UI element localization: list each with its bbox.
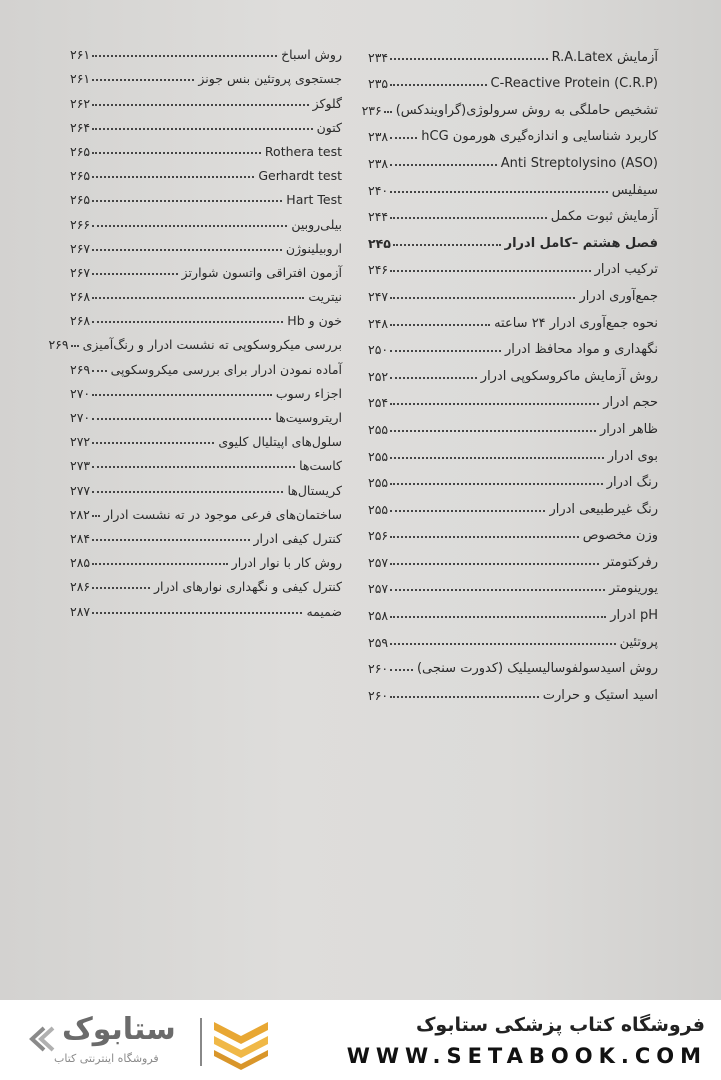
toc-entry-title: روش اسیدسولفوسالیسیلیک (کدورت سنجی) bbox=[416, 661, 658, 677]
dot-leader bbox=[390, 563, 599, 565]
toc-entry-title: آزمایش R.A.Latex bbox=[551, 49, 658, 65]
toc-entry-page: ۲۶۰ bbox=[368, 687, 389, 703]
toc-entry-title: جستجوی پروتئین بنس جونز bbox=[198, 71, 342, 87]
dot-leader bbox=[390, 536, 579, 538]
toc-entry bbox=[368, 304, 658, 331]
toc-entry-page: ۲۶۷ bbox=[70, 264, 91, 280]
dot-leader bbox=[390, 84, 486, 86]
dot-leader bbox=[92, 466, 295, 468]
toc-entry-title: pH ادرار bbox=[610, 608, 658, 624]
dot-leader bbox=[92, 418, 271, 420]
dot-leader bbox=[92, 273, 178, 275]
toc-entry-page: ۲۶۹ bbox=[48, 337, 69, 353]
toc-entry-page: ۲۵۷ bbox=[368, 581, 389, 597]
toc-entry bbox=[70, 38, 342, 62]
toc-entry-title: خون و Hb bbox=[287, 313, 342, 329]
toc-entry-page: ۲۴۸ bbox=[368, 315, 389, 331]
toc-entry-page: ۲۸۶ bbox=[70, 579, 91, 595]
toc-entry bbox=[368, 410, 658, 437]
toc-entry-title: تشخیص حاملگی به روش سرولوژی(گراویندکس) bbox=[395, 102, 658, 118]
toc-entry bbox=[368, 464, 658, 491]
toc-entry-page: ۲۵۸ bbox=[368, 608, 389, 624]
toc-entry-title: روش اسباخ bbox=[281, 47, 342, 63]
toc-entry-title: آزمایش ثبوت مکمل bbox=[550, 209, 658, 225]
toc-entry-page: ۲۷۰ bbox=[70, 410, 91, 425]
toc-entry bbox=[368, 224, 658, 251]
dot-leader bbox=[390, 510, 545, 512]
store-name: فروشگاه کتاب پزشکی ستابوک bbox=[415, 1014, 705, 1036]
dot-leader bbox=[92, 249, 282, 251]
toc-entry-title: Rothera test bbox=[264, 143, 342, 159]
toc-entry-title: Anti Streptolysino (ASO) bbox=[500, 155, 658, 171]
book-emblem-icon bbox=[210, 1014, 272, 1070]
toc-entry-title: اجزاء رسوب bbox=[275, 385, 342, 401]
toc-entry bbox=[70, 546, 342, 570]
toc-entry-page: ۲۶۵ bbox=[70, 168, 91, 184]
toc-entry bbox=[70, 183, 342, 207]
toc-entry-title: حجم ادرار bbox=[603, 395, 658, 411]
toc-entry-page: ۲۶۷ bbox=[70, 240, 91, 256]
dot-leader bbox=[390, 350, 501, 352]
toc-entry-title: پروتئین bbox=[619, 634, 658, 650]
toc-entry-title: رفرکتومتر bbox=[603, 554, 658, 570]
dot-leader bbox=[92, 515, 100, 517]
toc-entry bbox=[70, 401, 342, 425]
toc-entry bbox=[70, 498, 342, 522]
dot-leader bbox=[390, 324, 490, 326]
toc-entry-page: ۲۷۰ bbox=[70, 385, 91, 401]
toc-entry bbox=[70, 86, 342, 110]
toc-entry-page: ۲۵۵ bbox=[368, 501, 389, 517]
toc-entry bbox=[48, 328, 342, 353]
dot-leader bbox=[390, 164, 497, 166]
dot-leader bbox=[390, 669, 413, 671]
dot-leader bbox=[92, 297, 304, 299]
dot-leader bbox=[390, 696, 539, 698]
toc-entry-page: ۲۷۷ bbox=[70, 482, 91, 498]
toc-entry-page: ۲۳۶ bbox=[361, 102, 382, 118]
toc-entry bbox=[368, 65, 658, 92]
toc-entry bbox=[368, 623, 658, 650]
toc-entry-title: Gerhardt test bbox=[258, 168, 342, 184]
dot-leader bbox=[92, 104, 308, 106]
toc-entry-title: بررسی میکروسکوپی ته نشست ادرار و رنگ‌آمیزی bbox=[82, 337, 342, 353]
dot-leader bbox=[92, 200, 282, 202]
toc-entry-title: آماده نمودن ادرار برای بررسی میکروسکوپی bbox=[110, 361, 342, 377]
toc-entry bbox=[70, 304, 342, 328]
toc-entry-title: یورینومتر bbox=[609, 581, 658, 597]
toc-entry-title: ضمیمه bbox=[306, 603, 342, 619]
toc-entry bbox=[368, 331, 658, 358]
toc-entry bbox=[70, 256, 342, 280]
toc-entry bbox=[361, 91, 658, 118]
toc-entry-page: ۲۵۵ bbox=[368, 421, 389, 437]
dot-leader bbox=[390, 430, 596, 432]
toc-entry bbox=[368, 118, 658, 145]
toc-entry-title: جمع‌آوری ادرار bbox=[579, 288, 658, 304]
toc-entry-title: ساختمان‌های فرعی موجود در ته نشست ادرار bbox=[103, 506, 342, 522]
toc-entry bbox=[70, 135, 342, 159]
toc-entry-title: کاست‌ها bbox=[299, 458, 342, 474]
store-footer bbox=[0, 1000, 721, 1080]
toc-entry-page: ۲۶۵ bbox=[70, 192, 91, 208]
dot-leader bbox=[92, 79, 194, 81]
toc-entry-title: بوی ادرار bbox=[607, 448, 658, 464]
toc-entry bbox=[70, 594, 342, 618]
toc-entry-page: ۲۶۲ bbox=[70, 95, 91, 111]
dot-leader bbox=[92, 587, 150, 589]
toc-entry-title: فصل هشتم –کامل ادرار bbox=[504, 235, 658, 251]
toc-entry-page: ۲۴۰ bbox=[368, 182, 389, 198]
toc-entry bbox=[368, 38, 658, 65]
setabook-logo[interactable] bbox=[14, 1010, 194, 1070]
toc-entry-page: ۲۶۰ bbox=[368, 661, 389, 677]
toc-entry bbox=[70, 232, 342, 256]
dot-leader bbox=[92, 128, 312, 130]
toc-entry-title: بیلی‌روبین bbox=[291, 216, 342, 232]
toc-entry bbox=[368, 676, 658, 703]
dot-leader bbox=[92, 370, 106, 372]
dot-leader bbox=[92, 55, 277, 57]
dot-leader bbox=[390, 403, 599, 405]
toc-entry-title: رنگ غیرطبیعی ادرار bbox=[549, 501, 658, 517]
dot-leader bbox=[390, 191, 608, 193]
toc-entry-page: ۲۶۸ bbox=[70, 313, 91, 329]
logo-text: ستابوک bbox=[62, 1012, 176, 1047]
toc-entry-title: Hart Test bbox=[286, 192, 342, 208]
toc-entry-title: کنترل کیفی و نگهداری نوارهای ادرار bbox=[153, 579, 342, 595]
toc-entry bbox=[368, 251, 658, 278]
toc-entry bbox=[70, 449, 342, 473]
dot-leader bbox=[384, 111, 392, 113]
toc-entry-title: نیتریت bbox=[308, 289, 342, 305]
toc-entry bbox=[70, 111, 342, 135]
dot-leader bbox=[92, 176, 254, 178]
toc-entry-page: ۲۵۴ bbox=[368, 395, 389, 411]
toc-entry-page: ۲۵۶ bbox=[368, 528, 389, 544]
toc-left-column bbox=[48, 38, 342, 619]
dot-leader bbox=[92, 612, 302, 614]
toc-entry-title: روش کار با نوار ادرار bbox=[231, 555, 342, 571]
dot-leader bbox=[92, 442, 214, 444]
toc-entry-title: سیفلیس bbox=[611, 182, 658, 198]
dot-leader bbox=[390, 589, 605, 591]
toc-entry-title: نگهداری و مواد محافظ ادرار bbox=[504, 342, 658, 358]
toc-entry-title: کاربرد شناسایی و اندازه‌گیری هورمون hCG bbox=[421, 129, 658, 145]
toc-entry bbox=[368, 650, 658, 677]
dot-leader bbox=[92, 491, 283, 493]
toc-entry bbox=[70, 522, 342, 546]
toc-entry-page: ۲۶۱ bbox=[70, 47, 91, 63]
toc-entry bbox=[70, 473, 342, 497]
toc-entry-page: ۲۴۵ bbox=[368, 235, 391, 251]
toc-entry-page: ۲۷۲ bbox=[70, 434, 91, 450]
toc-entry bbox=[70, 280, 342, 304]
toc-entry bbox=[368, 384, 658, 411]
dot-leader bbox=[390, 377, 477, 379]
dot-leader bbox=[92, 539, 249, 541]
toc-entry-page: ۲۵۵ bbox=[368, 448, 389, 464]
dot-leader bbox=[92, 394, 272, 396]
dot-leader bbox=[390, 217, 547, 219]
toc-entry-title: آزمون افتراقی واتسون شوارتز bbox=[181, 264, 342, 280]
toc-entry-page: ۲۶۹ bbox=[70, 361, 91, 377]
toc-entry-page: ۲۵۷ bbox=[368, 554, 389, 570]
dot-leader bbox=[390, 483, 603, 485]
toc-entry-page: ۲۵۰ bbox=[368, 342, 389, 358]
toc-entry-title: وزن مخصوص bbox=[582, 528, 658, 544]
toc-entry bbox=[368, 198, 658, 225]
toc-entry bbox=[70, 377, 342, 401]
dot-leader bbox=[393, 244, 501, 246]
toc-entry-page: ۲۵۲ bbox=[368, 368, 389, 384]
toc-entry-page: ۲۶۴ bbox=[70, 119, 91, 135]
toc-entry-page: ۲۸۷ bbox=[70, 603, 91, 619]
toc-entry-page: ۲۳۸ bbox=[368, 155, 389, 171]
toc-entry-title: سلول‌های اپیتلیال کلیوی bbox=[218, 434, 342, 450]
toc-entry-page: ۲۸۵ bbox=[70, 555, 91, 571]
dot-leader bbox=[92, 152, 261, 154]
toc-entry-title: نحوه جمع‌آوری ادرار ۲۴ ساعته bbox=[494, 315, 658, 331]
toc-entry-page: ۲۴۴ bbox=[368, 209, 389, 225]
toc-entry-page: ۲۴۶ bbox=[368, 262, 389, 278]
toc-entry bbox=[70, 159, 342, 183]
toc-entry-page: ۲۶۱ bbox=[70, 71, 91, 87]
toc-entry-page: ۲۸۲ bbox=[69, 506, 90, 522]
dot-leader bbox=[390, 297, 575, 299]
dot-leader bbox=[92, 563, 228, 565]
toc-entry-title: C-Reactive Protein (C.R.P) bbox=[490, 76, 658, 92]
toc-entry-title: اروبیلینوژن bbox=[285, 240, 342, 256]
dot-leader bbox=[92, 321, 283, 323]
dot-leader bbox=[390, 137, 417, 139]
dot-leader bbox=[71, 345, 79, 347]
toc-entry-page: ۲۷۳ bbox=[70, 458, 91, 474]
toc-entry bbox=[368, 277, 658, 304]
toc-entry bbox=[368, 570, 658, 597]
toc-entry-title: گلوکز bbox=[312, 95, 342, 111]
toc-entry-title: کتون bbox=[316, 119, 342, 135]
toc-entry-page: ۲۵۹ bbox=[368, 634, 389, 650]
toc-entry-page: ۲۸۴ bbox=[70, 530, 91, 546]
toc-entry-page: ۲۳۴ bbox=[368, 49, 389, 65]
dot-leader bbox=[390, 643, 615, 645]
toc-entry-title: روش آزمایش ماکروسکوپی ادرار bbox=[480, 368, 658, 384]
toc-entry-title: ترکیب ادرار bbox=[594, 262, 658, 278]
toc-entry-page: ۲۶۸ bbox=[70, 289, 91, 305]
toc-entry-page: ۲۶۶ bbox=[70, 216, 91, 232]
toc-entry bbox=[368, 437, 658, 464]
toc-entry-title: ظاهر ادرار bbox=[599, 421, 658, 437]
toc-entry-page: ۲۵۵ bbox=[368, 475, 389, 491]
toc-entry-title: کنترل کیفی ادرار bbox=[253, 530, 342, 546]
toc-entry-title: رنگ ادرار bbox=[606, 475, 658, 491]
toc-entry bbox=[368, 596, 658, 623]
toc-entry bbox=[70, 207, 342, 231]
toc-entry-title: کریستال‌ها bbox=[287, 482, 342, 498]
toc-entry bbox=[70, 570, 342, 594]
toc-entry bbox=[368, 171, 658, 198]
toc-entry-title: اسید استیک و حرارت bbox=[542, 687, 658, 703]
toc-right-column bbox=[361, 38, 658, 703]
toc-entry bbox=[368, 357, 658, 384]
chevron-left-icon bbox=[26, 1024, 56, 1054]
toc-entry bbox=[368, 517, 658, 544]
toc-entry bbox=[70, 62, 342, 86]
toc-entry-page: ۲۴۷ bbox=[368, 288, 389, 304]
dot-leader bbox=[92, 225, 287, 227]
toc-entry bbox=[70, 352, 342, 376]
toc-entry-title: اریتروسیت‌ها bbox=[275, 410, 342, 425]
dot-leader bbox=[390, 58, 547, 60]
logo-subtitle: فروشگاه اینترنتی کتاب bbox=[54, 1052, 159, 1065]
toc-entry-page: ۲۶۵ bbox=[70, 143, 91, 159]
toc-entry bbox=[70, 425, 342, 449]
dot-leader bbox=[390, 457, 604, 459]
dot-leader bbox=[390, 616, 606, 618]
toc-entry-page: ۲۳۵ bbox=[368, 76, 389, 92]
toc-entry bbox=[368, 144, 658, 171]
footer-divider bbox=[200, 1018, 202, 1066]
toc-entry-page: ۲۳۸ bbox=[368, 129, 389, 145]
dot-leader bbox=[390, 270, 590, 272]
toc-entry bbox=[368, 543, 658, 570]
store-url-link[interactable]: WWW.SETABOOK.COM bbox=[346, 1044, 707, 1068]
toc-entry bbox=[368, 490, 658, 517]
